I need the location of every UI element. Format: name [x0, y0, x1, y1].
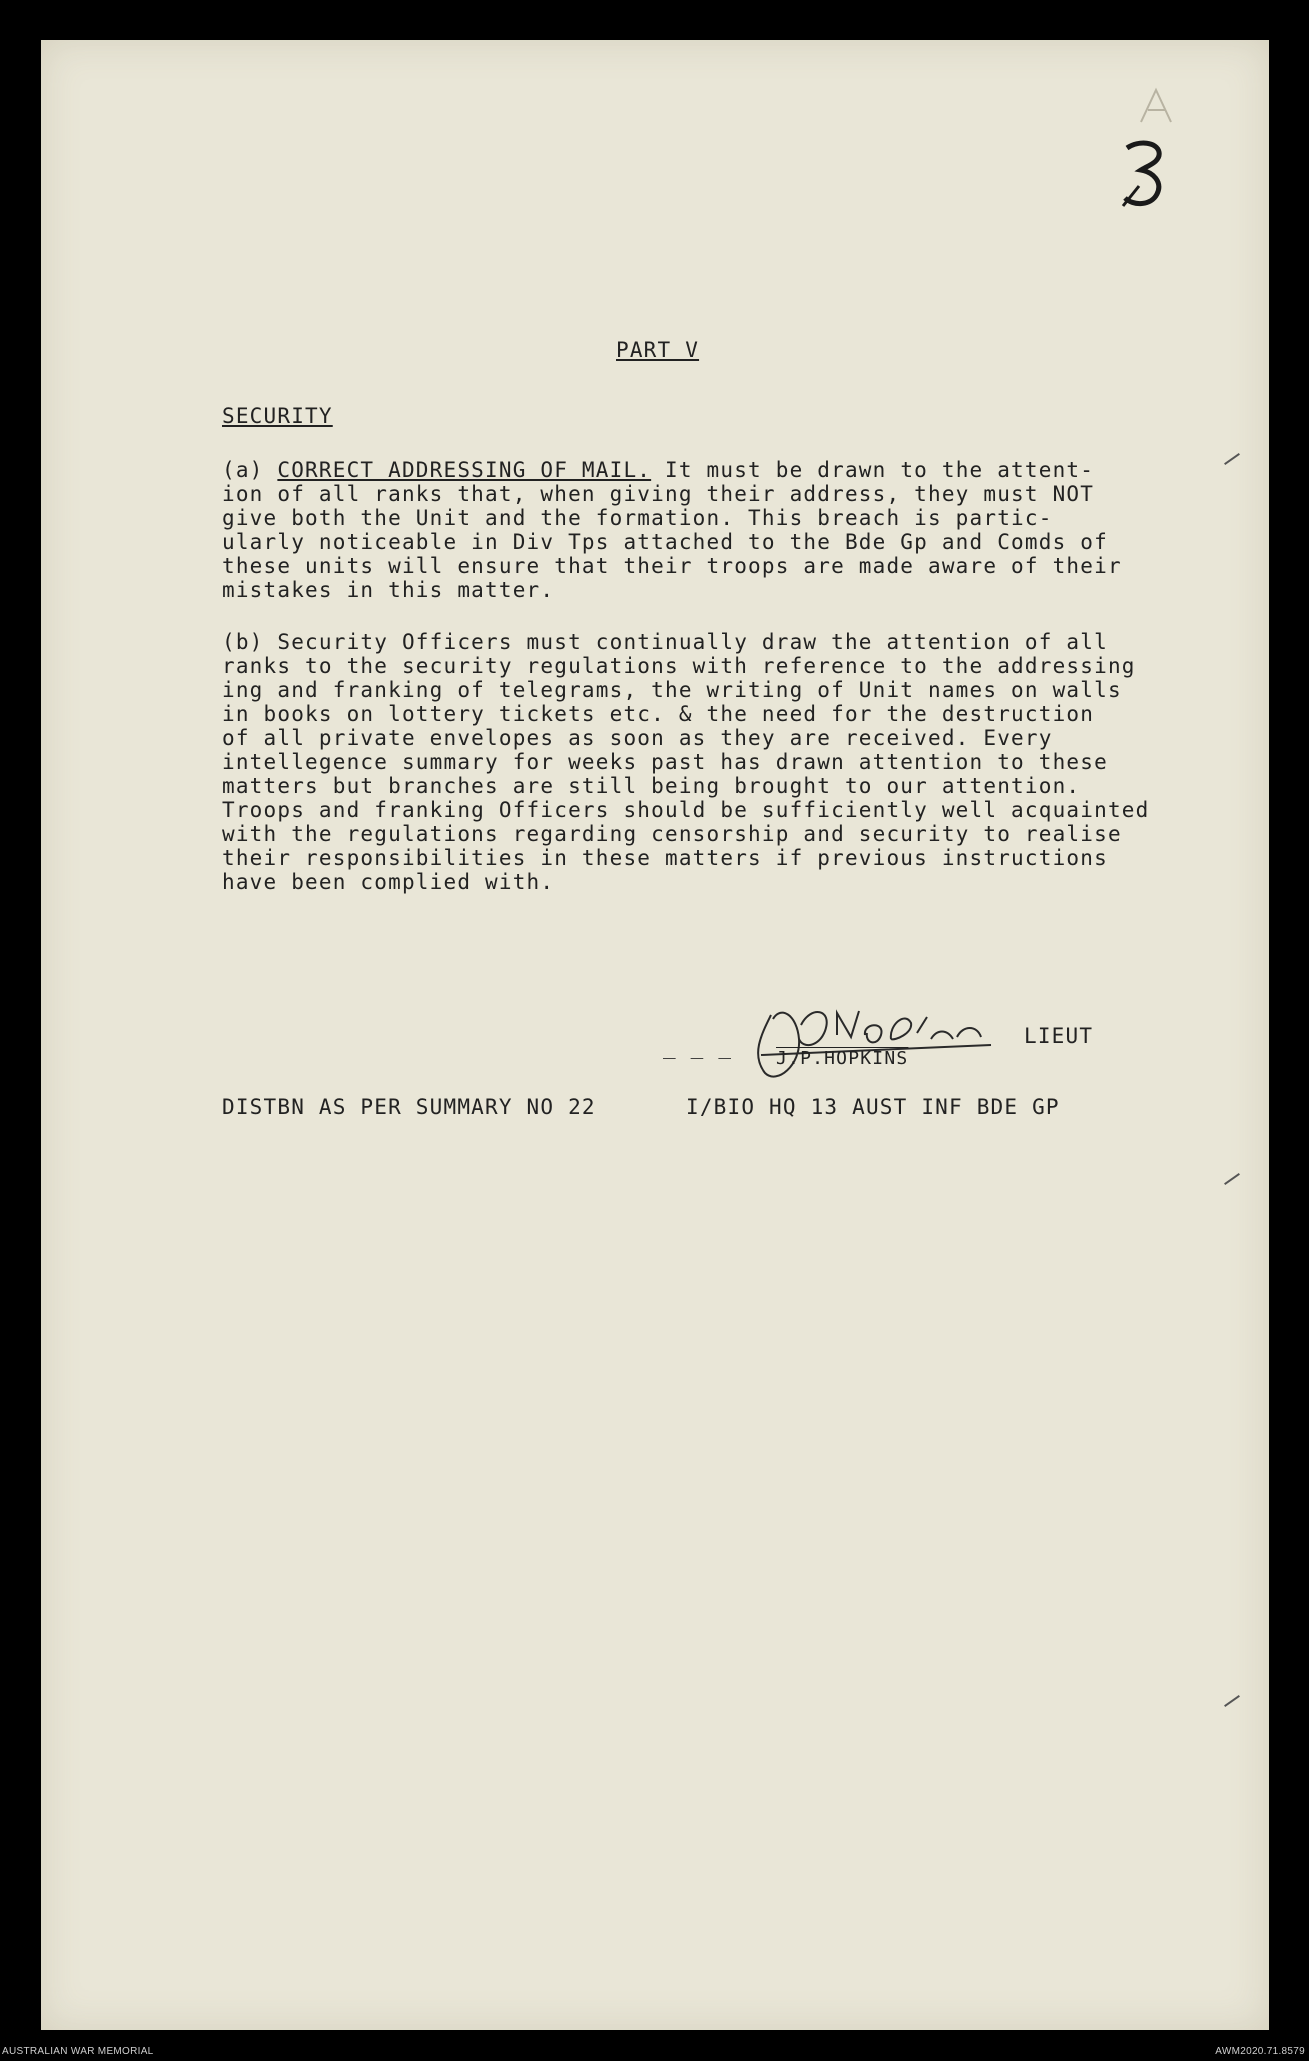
security-heading: SECURITY — [222, 404, 333, 428]
part-heading: PART V — [616, 338, 700, 362]
document-page — [41, 40, 1269, 2030]
margin-tick — [1224, 453, 1240, 465]
paragraph-a-body: It must be drawn to the attent- ion of all ranks that, when giving their address, they must NOT give both the Unit and the formation. This breach is partic- ularly noticeable in Div Tps attached to the Bde Gp and Comds of these units will ensure that their troops are made aware of their mistakes in this matter. — [222, 458, 1122, 602]
paragraph-a-marker: (a) — [222, 458, 264, 482]
margin-tick — [1224, 1695, 1240, 1707]
origin-line: I/BIO HQ 13 AUST INF BDE GP — [686, 1095, 1060, 1119]
paragraph-b: (b) Security Officers must continually draw the attention of all ranks to the security regulations with reference to the addressing ing and franking of telegrams, the writing of Unit names on walls in books on lottery tickets etc. & the need for the destruction of all private envelopes as soon as they are received. Every intellegence summary for weeks past has drawn attention to these matters but branches are still being brought to our attention. Troops and franking Officers should be sufficiently well acquainted with the regulations regarding censorship and security to realise their responsibilities in these matters if previous instructions have been complied with. — [222, 630, 1150, 894]
archive-credit: AUSTRALIAN WAR MEMORIAL — [2, 2046, 154, 2057]
paragraph-a — [222, 458, 1202, 602]
paragraph-a-subheading: CORRECT ADDRESSING OF MAIL. — [277, 458, 652, 482]
distribution-line: DISTBN AS PER SUMMARY NO 22 — [222, 1095, 596, 1119]
margin-tick — [1224, 1173, 1240, 1185]
signature-rank: LIEUT — [1024, 1024, 1094, 1048]
archive-reference: AWM2020.71.8579 — [1215, 2046, 1305, 2057]
signatory-name: J.P.HOPKINS — [776, 1048, 909, 1069]
folio-stamp-icon — [1119, 136, 1169, 216]
handwritten-signature-icon — [741, 995, 1001, 1085]
signature-dashes: _ _ _ — [663, 1035, 733, 1059]
pencil-mark-icon — [1131, 82, 1191, 132]
